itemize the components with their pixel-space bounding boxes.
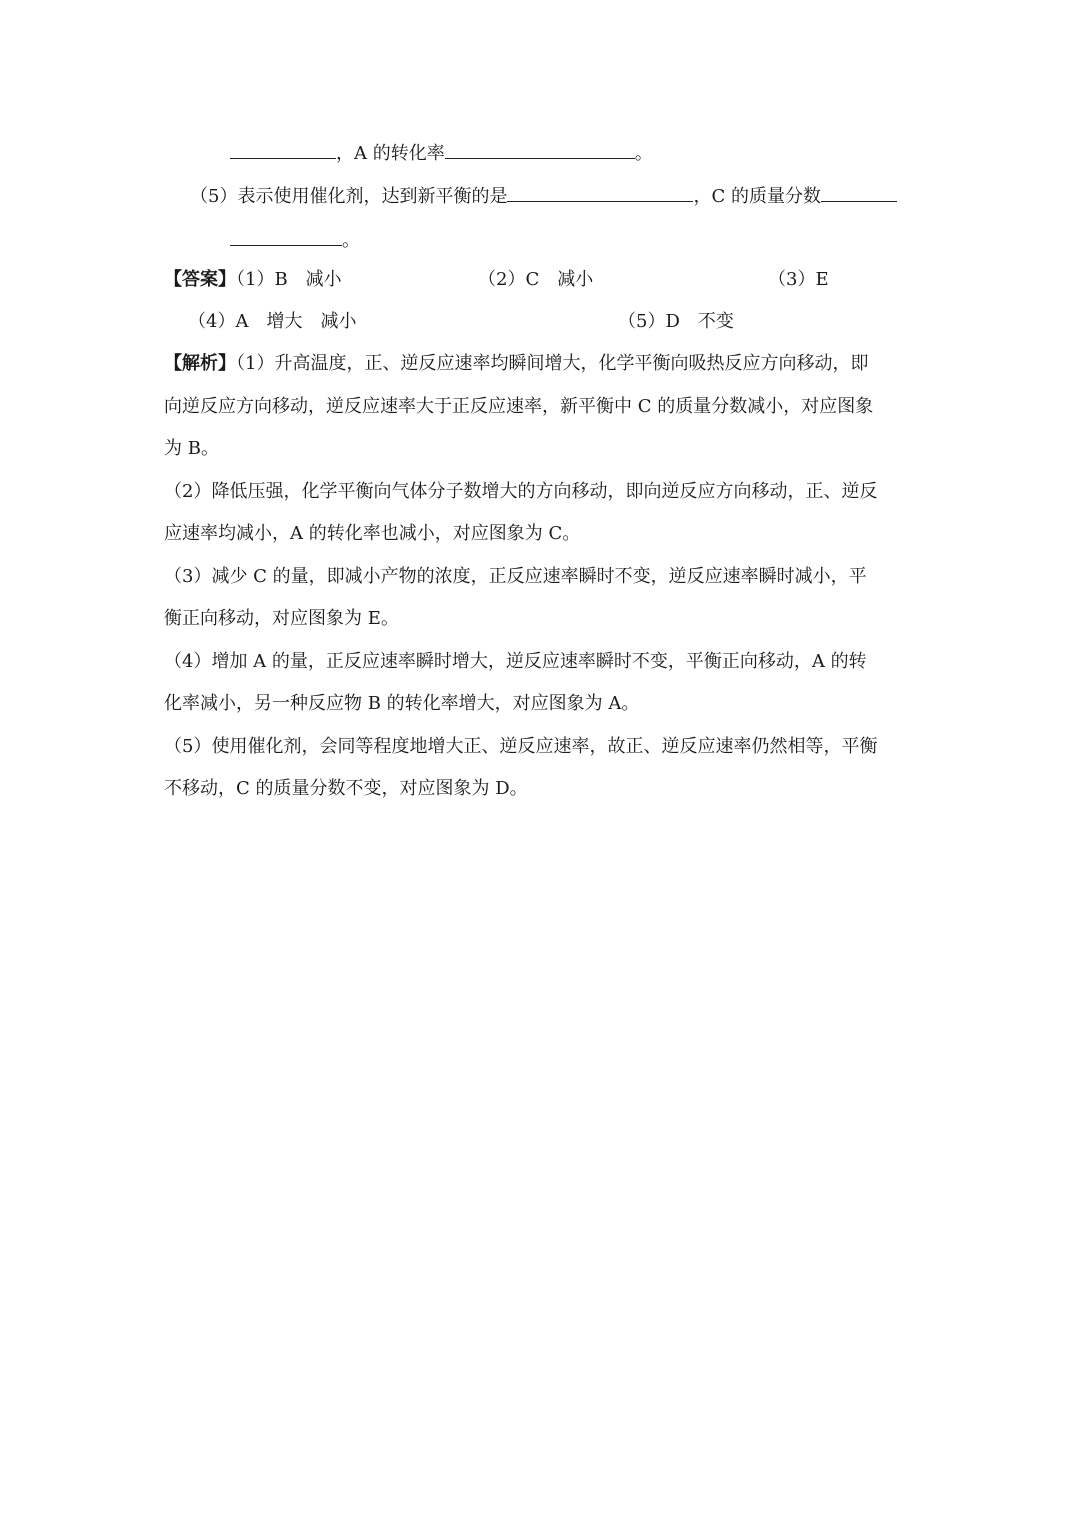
question-line-3 — [230, 227, 360, 253]
answer-blank — [230, 140, 336, 159]
answer-row-1 — [164, 268, 342, 292]
answer-item-5: （5）D 不变 — [618, 311, 734, 332]
question-text: ，C 的质量分数 — [693, 186, 821, 207]
answer-item: （1）B 减小 — [236, 269, 342, 290]
analysis-paragraph-4-line-2: 化率减小，另一种反应物 B 的转化率增大，对应图象为 A。 — [164, 693, 640, 714]
answer-item-3: （3）E — [768, 269, 829, 290]
analysis-paragraph-5-line-2: 不移动，C 的质量分数不变，对应图象为 D。 — [164, 778, 528, 799]
analysis-text: （1）升高温度，正、逆反应速率均瞬间增大，化学平衡向吸热反应方向移动，即 — [236, 353, 869, 374]
answer-item-2: （2）C 减小 — [478, 269, 594, 290]
answer-blank — [507, 183, 693, 202]
question-line-1 — [230, 140, 653, 166]
question-text: 。 — [342, 230, 360, 251]
analysis-paragraph-3-line-2: 衡正向移动，对应图象为 E。 — [164, 608, 399, 629]
answer-item-4: （4）A 增大 减小 — [188, 311, 357, 332]
answer-label: 【答案】 — [164, 269, 236, 290]
analysis-paragraph-2-line-2: 应速率均减小，A 的转化率也减小，对应图象为 C。 — [164, 523, 581, 544]
analysis-paragraph-2-line-1: （2）降低压强，化学平衡向气体分子数增大的方向移动，即向逆反应方向移动，正、逆反 — [164, 481, 878, 502]
analysis-paragraph-5-line-1: （5）使用催化剂，会同等程度地增大正、逆反应速率，故正、逆反应速率仍然相等，平衡 — [164, 736, 878, 757]
question-text: （5）表示使用催化剂，达到新平衡的是 — [190, 186, 508, 207]
answer-blank — [230, 227, 342, 246]
analysis-label: 【解析】 — [164, 353, 236, 374]
analysis-paragraph-1-line-3: 为 B。 — [164, 438, 219, 459]
question-5-line — [190, 183, 897, 209]
analysis-paragraph-1-line-2: 向逆反应方向移动，逆反应速率大于正反应速率，新平衡中 C 的质量分数减小，对应图象 — [164, 396, 874, 417]
answer-blank — [445, 140, 635, 159]
question-text: ，A 的转化率 — [336, 143, 445, 164]
answer-blank — [821, 183, 897, 202]
analysis-paragraph-3-line-1: （3）减少 C 的量，即减小产物的浓度，正反应速率瞬时不变，逆反应速率瞬时减小，平 — [164, 566, 867, 587]
question-text: 。 — [634, 143, 653, 164]
analysis-paragraph-4-line-1: （4）增加 A 的量，正反应速率瞬时增大，逆反应速率瞬时不变，平衡正向移动，A 的转 — [164, 651, 867, 672]
analysis-paragraph-1-line-1 — [164, 352, 868, 376]
